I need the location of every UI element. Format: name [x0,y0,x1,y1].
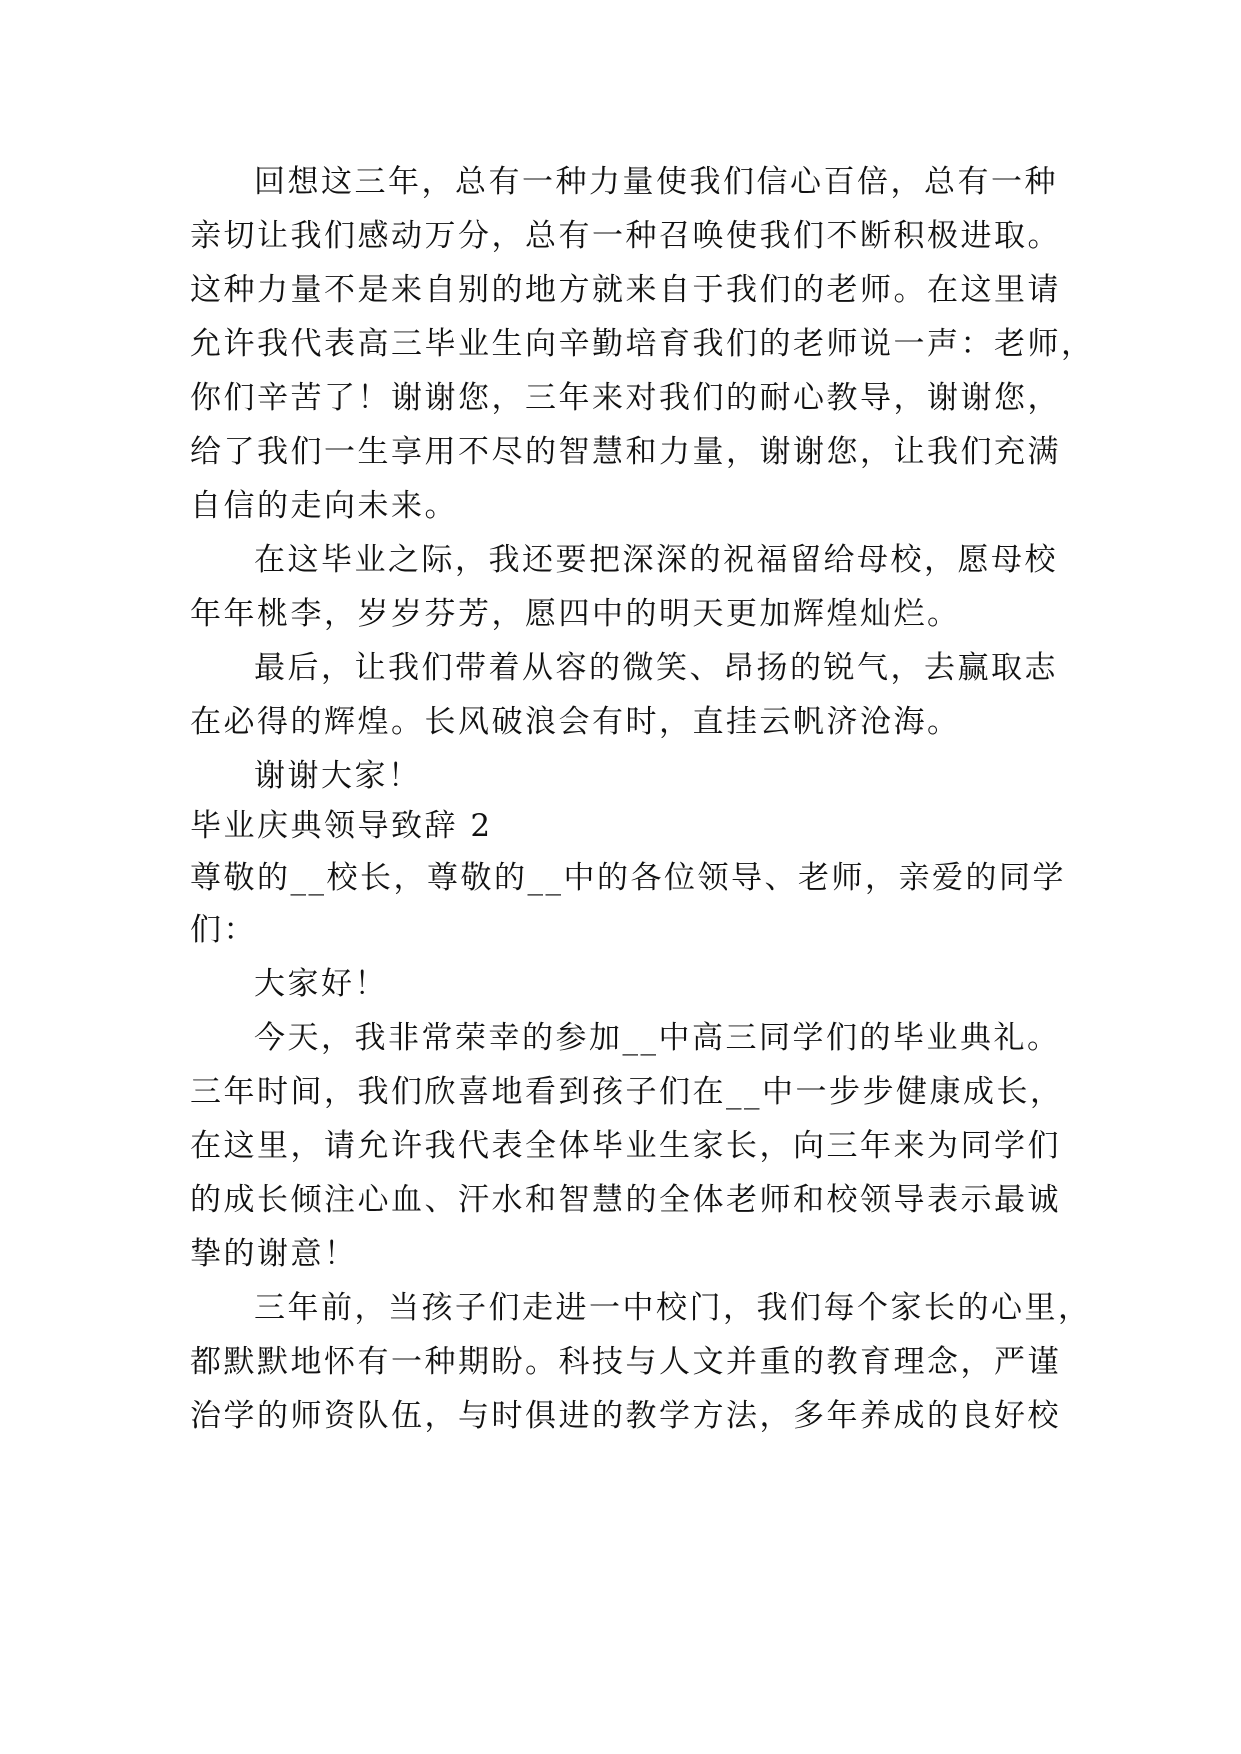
paragraph-line: 你们辛苦了！谢谢您，三年来对我们的耐心教导，谢谢您， [190,380,1061,416]
paragraph-line: 这种力量不是来自别的地方就来自于我们的老师。在这里请 [190,272,1061,308]
paragraph-line: 在这毕业之际，我还要把深深的祝福留给母校，愿母校 [254,542,1058,578]
paragraph-line: 今天，我非常荣幸的参加__中高三同学们的毕业典礼。 [254,1020,1061,1056]
paragraph-line: 三年前，当孩子们走进一中校门，我们每个家长的心里， [254,1290,1092,1326]
paragraph-line: 自信的走向未来。 [190,488,458,524]
paragraph-line: 大家好！ [254,966,388,1002]
paragraph-line: 给了我们一生享用不尽的智慧和力量，谢谢您，让我们充满 [190,434,1061,470]
paragraph-line: 亲切让我们感动万分，总有一种召唤使我们不断积极进取。 [190,218,1061,254]
paragraph-line: 的成长倾注心血、汗水和智慧的全体老师和校领导表示最诚 [190,1182,1061,1218]
section-title: 毕业庆典领导致辞 2 [190,808,493,844]
paragraph-line: 挚的谢意！ [190,1236,358,1272]
paragraph-line: 们： [190,912,257,948]
paragraph-line: 都默默地怀有一种期盼。科技与人文并重的教育理念，严谨 [190,1344,1061,1380]
paragraph-line: 谢谢大家！ [254,758,422,794]
paragraph-line: 在这里，请允许我代表全体毕业生家长，向三年来为同学们 [190,1128,1061,1164]
paragraph-line: 年年桃李，岁岁芬芳，愿四中的明天更加辉煌灿烂。 [190,596,961,632]
paragraph-line: 尊敬的__校长，尊敬的__中的各位领导、老师，亲爱的同学 [190,860,1066,896]
paragraph-line: 治学的师资队伍，与时俱进的教学方法，多年养成的良好校 [190,1398,1061,1434]
paragraph-line: 回想这三年，总有一种力量使我们信心百倍，总有一种 [254,164,1058,200]
paragraph-line: 允许我代表高三毕业生向辛勤培育我们的老师说一声：老师， [190,326,1095,362]
paragraph-line: 最后，让我们带着从容的微笑、昂扬的锐气，去赢取志 [254,650,1058,686]
paragraph-line: 在必得的辉煌。长风破浪会有时，直挂云帆济沧海。 [190,704,961,740]
paragraph-line: 三年时间，我们欣喜地看到孩子们在__中一步步健康成长， [190,1074,1064,1110]
